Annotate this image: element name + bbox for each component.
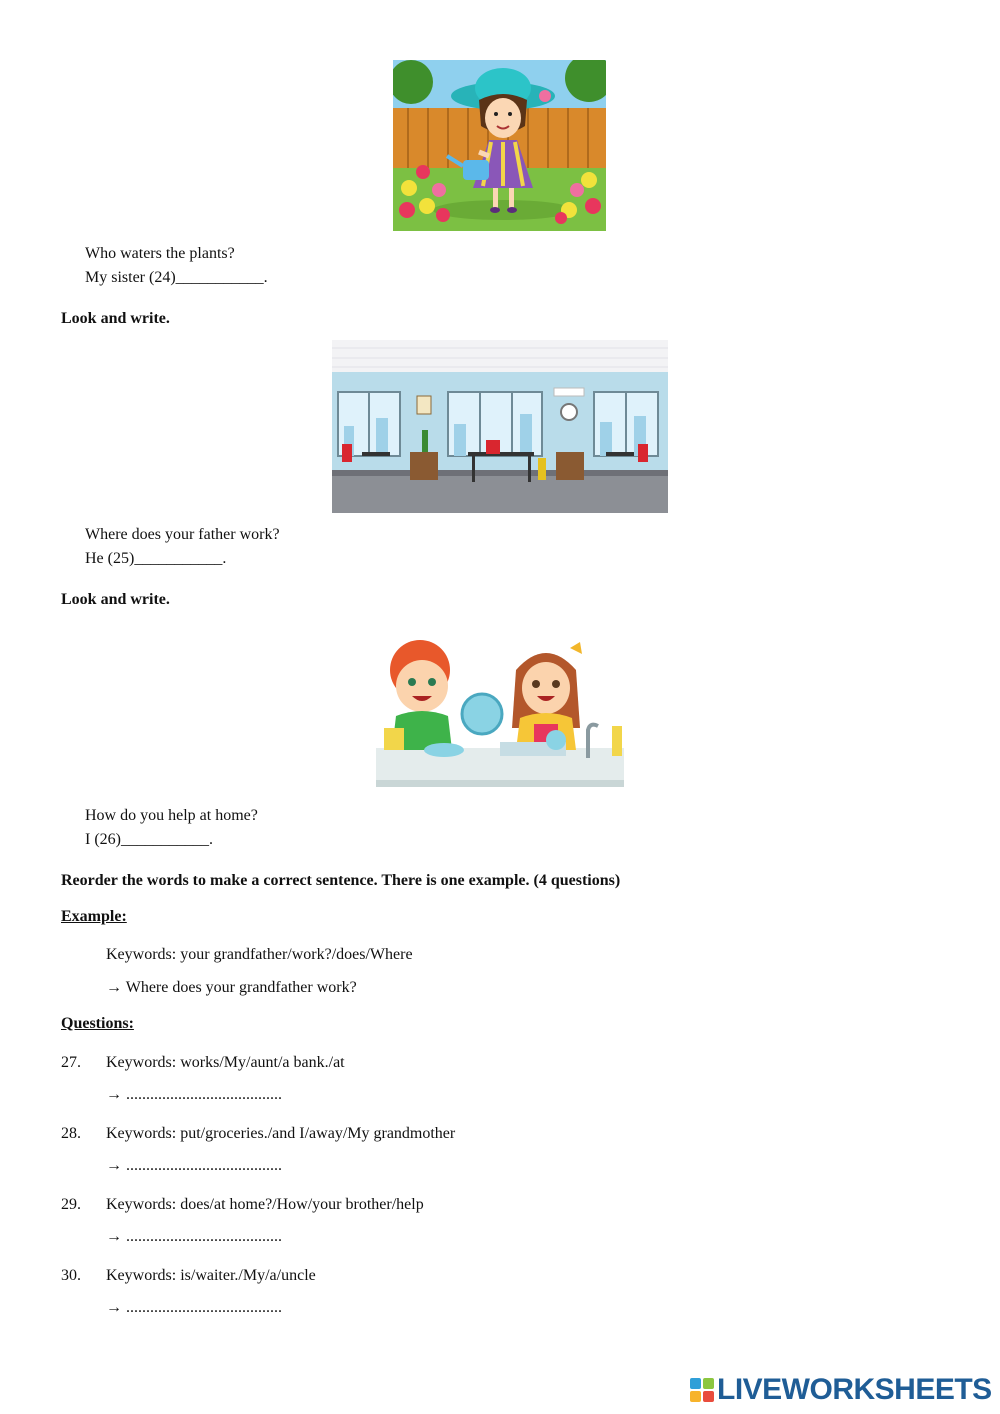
question-24: Who waters the plants?: [85, 245, 235, 262]
answer-line[interactable]: → .......................................: [106, 1086, 282, 1103]
section-heading: Look and write.: [61, 591, 170, 608]
question-26: How do you help at home?: [85, 807, 258, 824]
example-label: Example:: [61, 908, 127, 925]
logo-mark-icon: [690, 1378, 714, 1402]
answer-prompt-24[interactable]: My sister (24)___________.: [85, 269, 268, 286]
girl-watering-plants-picture: [393, 60, 606, 231]
answer-line[interactable]: → .......................................: [106, 1228, 282, 1245]
answer-prompt-25[interactable]: He (25)___________.: [85, 550, 227, 567]
example-keywords: Keywords: your grandfather/work?/does/Where: [106, 946, 413, 963]
answer-prompt-26[interactable]: I (26)___________.: [85, 831, 213, 848]
question-number: 28.: [61, 1125, 81, 1142]
question-keywords: Keywords: works/My/aunt/a bank./at: [106, 1054, 345, 1071]
liveworksheets-logo[interactable]: [690, 1372, 992, 1408]
answer-line[interactable]: → .......................................: [106, 1299, 282, 1316]
section-heading: Look and write.: [61, 310, 170, 327]
question-number: 27.: [61, 1054, 81, 1071]
answer-line[interactable]: → .......................................: [106, 1157, 282, 1174]
question-number: 29.: [61, 1196, 81, 1213]
question-25: Where does your father work?: [85, 526, 280, 543]
office-picture: [332, 340, 668, 513]
question-keywords: Keywords: put/groceries./and I/away/My grandmother: [106, 1125, 456, 1142]
question-keywords: Keywords: does/at home?/How/your brother/help: [106, 1196, 424, 1213]
question-number: 30.: [61, 1267, 81, 1284]
kids-washing-dishes-picture: [376, 630, 624, 787]
example-answer: → Where does your grandfather work?: [106, 979, 357, 996]
question-keywords: Keywords: is/waiter./My/a/uncle: [106, 1267, 316, 1284]
reorder-instruction: Reorder the words to make a correct sentence. There is one example. (4 questions): [61, 872, 621, 889]
questions-label: Questions:: [61, 1015, 134, 1032]
brand-name: LIVEWORKSHEETS: [717, 1373, 992, 1406]
